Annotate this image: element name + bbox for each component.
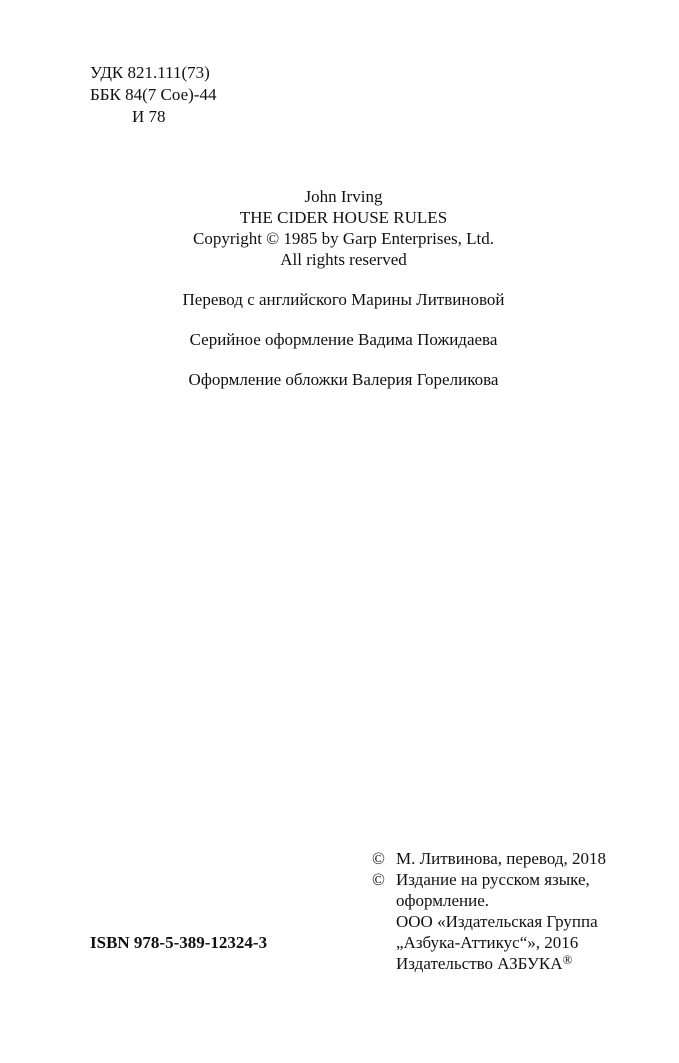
translation-credit bbox=[0, 290, 679, 310]
cover-design-credit bbox=[0, 370, 679, 390]
publisher-name: Издательство АЗБУКА bbox=[396, 954, 563, 973]
udk-code: УДК 821.111(73) bbox=[90, 63, 210, 82]
series-design-credit-text: Серийное оформление Вадима Пожидаева bbox=[189, 330, 498, 349]
original-copyright: Copyright © 1985 by Garp Enterprises, Ltd. bbox=[193, 229, 494, 248]
edition-copyright-row bbox=[372, 911, 672, 932]
translation-copyright-text: М. Литвинова, перевод, 2018 bbox=[396, 849, 607, 868]
registered-mark: ® bbox=[562, 952, 573, 967]
translation-credit-text: Перевод с английского Марины Литвиновой bbox=[182, 290, 505, 309]
original-author: John Irving bbox=[304, 187, 383, 206]
copyright-notices bbox=[372, 848, 672, 974]
edition-line-1: Издание на русском языке, bbox=[396, 870, 590, 889]
isbn: ISBN 978-5-389-12324-3 bbox=[90, 933, 268, 952]
original-edition-block bbox=[0, 186, 679, 270]
copyright-sign: © bbox=[372, 849, 385, 868]
publisher-line bbox=[396, 953, 572, 974]
original-rights: All rights reserved bbox=[280, 250, 407, 269]
cover-design-credit-text: Оформление обложки Валерия Гореликова bbox=[188, 370, 499, 389]
edition-copyright-row bbox=[372, 869, 672, 890]
translation-copyright-row bbox=[372, 848, 672, 869]
edition-line-3: ООО «Издательская Группа bbox=[396, 912, 598, 931]
author-mark: И 78 bbox=[132, 107, 166, 126]
edition-copyright-row bbox=[372, 890, 672, 911]
series-design-credit bbox=[0, 330, 679, 350]
edition-copyright-row bbox=[372, 932, 672, 953]
classification-block bbox=[90, 62, 216, 128]
edition-copyright-row bbox=[372, 953, 672, 974]
edition-line-2: оформление. bbox=[396, 891, 490, 910]
bbk-code: ББК 84(7 Сое)-44 bbox=[90, 85, 217, 104]
copyright-sign: © bbox=[372, 870, 385, 889]
original-title: THE CIDER HOUSE RULES bbox=[239, 208, 448, 227]
edition-line-4: „Азбука-Аттикус“», 2016 bbox=[396, 933, 579, 952]
